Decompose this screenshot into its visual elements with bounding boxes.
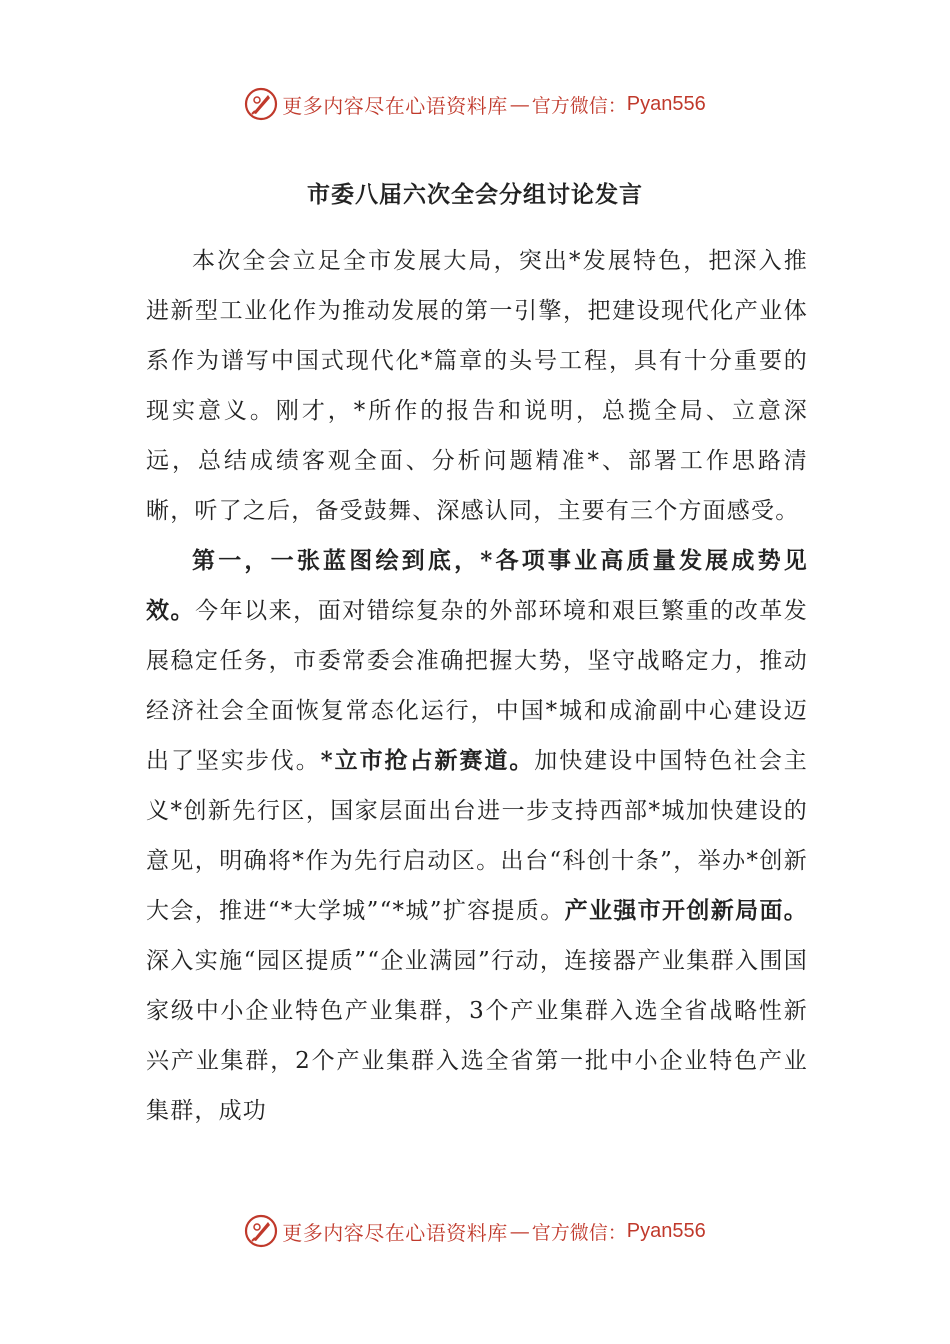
document-body [146,236,808,1136]
document-title: 市委八届六次全会分组讨论发言 [307,181,643,208]
first-point-text-2: 加快建设中国特色社会主义*创新先行区，国家层面出台进一步支持西部*城加快建设的意见，明确将*作为先行启动区。出台“科创十条”，举办*创新大会，推进“*大学城”“*城”扩容提质。 [146,748,809,924]
banner-site-text: 更多内容尽在心语资料库 [282,1220,508,1245]
paragraph-first-point [146,536,808,1136]
banner-site-text: 更多内容尽在心语资料库 [282,93,508,118]
first-point-text-3: 深入实施“园区提质”“企业满园”行动，连接器产业集群入围国家级中小企业特色产业集群，3个产业集群入选全省战略性新兴产业集群，2个产业集群入选全省第一批中小企业特色产业集群，成功 [146,948,808,1124]
sub-heading-innovation: *立市抢占新赛道。 [320,747,535,774]
paragraph-intro: 本次全会立足全市发展大局，突出*发展特色，把深入推进新型工业化作为推动发展的第一引擎，把建设现代化产业体系作为谱写中国式现代化*篇章的头号工程，具有十分重要的现实意义。刚才，*所作的报告和说明，总揽全局、立意深远，总结成绩客观全面、分析问题精准*、部署工作思路清晰，听了之后，备受鼓舞、深感认同，主要有三个方面感受。 [146,248,808,524]
banner-separator: — [509,1219,530,1243]
quill-logo-icon [244,1214,278,1248]
banner-official-label: 官方微信： [531,1221,627,1244]
banner-separator: — [509,92,530,116]
first-point-text-1: 今年以来，面对错综复杂的外部环境和艰巨繁重的改革发展稳定任务，市委常委会准确把握大势，坚守战略定力，推动经济社会全面恢复常态化运行，中国*城和成渝副中心建设迈出了坚实步伐。 [146,598,808,774]
banner-official-label: 官方微信： [531,94,627,117]
footer-watermark-banner [0,1211,950,1251]
quill-logo-icon [244,87,278,121]
header-watermark-banner [0,84,950,124]
banner-wechat-id: Pyan556 [626,92,706,115]
banner-wechat-id: Pyan556 [626,1219,706,1242]
first-point-heading: 第一，一张蓝图绘到底，*各项事业高质量发展成势见效。 [146,547,808,624]
sub-heading-industry: 产业强市开创新局面。 [564,897,808,924]
